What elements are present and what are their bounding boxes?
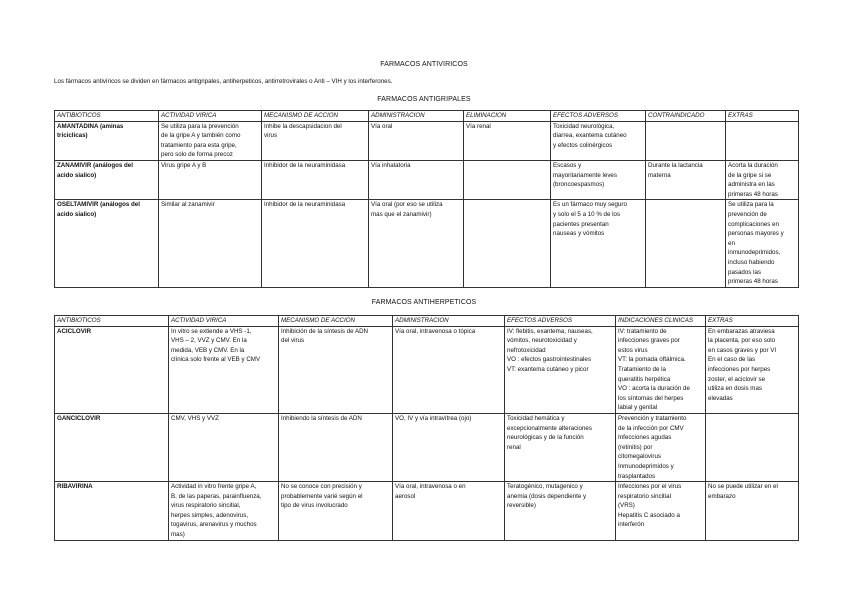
table-cell [551,200,646,287]
column-header: INDICACIONES CLINICAS [616,316,706,327]
cell-text: elevadas [708,394,733,402]
cell-text: RIBAVIRINA [57,483,93,491]
cell-text: probablemente varié según el [281,492,363,500]
cell-text: OSELTAMIVIR (análogos del [57,201,140,209]
cell-text: virus respiratorio sincitial, [171,502,241,510]
cell-text: In vitro se extiende a VHS -1, [171,327,252,335]
table-cell [262,160,369,199]
cell-text: interferón [618,521,645,529]
cell-text: Similar al zanamivir [161,201,215,209]
cell-text: neurológicas y de la función [507,434,584,442]
table-row [55,482,799,541]
cell-text: Inhibiendo la síntesis de ADN [281,414,362,422]
cell-text: Vía oral [371,122,393,130]
cell-text: los síntomas del herpes [618,394,684,402]
table-cell [464,121,551,160]
cell-text: En embarazas atraviesa [708,327,775,335]
cell-text: No se puede utilizar en el [708,483,778,491]
table-cell [393,482,505,541]
cell-text: inmunodeprimidos, [728,249,781,257]
cell-text: Inhibe la descapsidacion del [264,122,342,130]
cell-text: (VRS) [618,502,635,510]
cell-text: En el caso de las [708,356,756,364]
cell-text: togavirus, arenavirus y muchos [171,521,257,529]
cell-text: VT: exantema cutáneo y picor [507,365,589,373]
table-cell [726,121,799,160]
table-cell [159,200,262,287]
table-cell [551,121,646,160]
cell-text: utiliza en dosis mas [708,385,762,393]
cell-text: la placenta, por eso solo [708,337,776,345]
cell-text: de la infección por CMV [618,424,684,432]
cell-text: Actividad in vitro frente gripe A, [171,483,257,491]
drug-name-cell [55,200,159,287]
table-cell [646,160,726,199]
table-cell [505,326,616,413]
cell-text: (broncoespasmos) [553,181,605,189]
antigripales-table [54,110,799,288]
column-header: ANTIBIOTICOS [55,111,159,122]
drug-name-cell [55,121,159,160]
cell-text: embarazo [708,492,736,500]
cell-text: Vía renal [466,122,491,130]
table-cell [369,160,464,199]
table-cell [706,326,799,413]
cell-text: Vía inhalatoria [371,161,411,169]
table-cell [279,413,393,481]
cell-text: Durante la lactancia [648,161,703,169]
cell-text: estos virus [618,346,648,354]
table-cell [159,160,262,199]
table-cell [169,413,279,481]
cell-text: aerosol [395,492,416,500]
cell-text: VO : acorta la duración de [618,385,690,393]
cell-text: prevención de [728,210,767,218]
table-cell [505,413,616,481]
table-cell [464,160,551,199]
cell-text: y efectos colinérgicos [553,141,613,149]
column-header: EFECTOS ADVERSOS [551,111,646,122]
drug-name-cell [55,482,169,541]
cell-text: vómitos, neurotoxicidad y [507,337,577,345]
cell-text: acido sialico) [57,171,97,179]
table-cell [706,482,799,541]
cell-text: virus [264,132,278,140]
cell-text: personas mayores y [728,230,784,238]
cell-text: VT: la pomada oftálmica. [618,356,686,364]
cell-text: reversible) [507,502,536,510]
cell-text: pero solo de forma precoz [161,151,233,159]
cell-text: mayoritariamente leves [553,171,617,179]
cell-text: Virus gripe A y B [161,161,207,169]
cell-text: materna [648,171,671,179]
drug-name-cell [55,160,159,199]
column-header: ANTIBIOTICOS [55,316,169,327]
cell-text: y solo el 5 a 10 % de los [553,210,621,218]
cell-text: herpes simples, adenovirus, [171,511,249,519]
cell-text: mas) [171,531,185,539]
table-cell [726,160,799,199]
cell-text: Inhibición de la síntesis de ADN [281,327,369,335]
cell-text: diarrea, exantema cutáneo [553,132,627,140]
cell-text: excepcionalmente alteraciones [507,424,592,432]
table-cell [169,326,279,413]
cell-text: IV: flebitis, exantema, nauseas, [507,327,593,335]
cell-text: mas que el zanamivir) [371,210,432,218]
cell-text: en [728,239,735,247]
column-header: ACTIVIDAD VIRICA [169,316,279,327]
cell-text: Infecciones agudas [618,434,672,442]
cell-text: No se conoce con precisión y [281,483,362,491]
antigripales-title: FARMACOS ANTIGRIPALES [377,96,471,103]
intro-paragraph: Los fármacos antivíricos se dividen en fármacos antigripales, antiherpeticos, antirretrovirales o Anti – VIH y los interferones. [54,78,393,85]
table-cell [369,200,464,287]
cell-text: ACICLOVIR [57,327,92,335]
column-header: ELIMINACION [464,111,551,122]
cell-text: Tratamiento de la [618,365,666,373]
column-header: MECANISMO DE ACCION [279,316,393,327]
cell-text: Vía oral (por eso se utiliza [371,201,443,209]
cell-text: complicaciones en [728,220,779,228]
cell-text: Toxicidad neurológica, [553,122,615,130]
table-cell [464,200,551,287]
cell-text: zoster, el aciclovir se [708,375,766,383]
cell-text: nefrotoxicidad [507,346,546,354]
table-cell [551,160,646,199]
table-header-row [55,111,799,122]
antiherpeticos-table [54,315,799,541]
cell-text: Vía oral, intravenosa o tópica [395,327,476,335]
cell-text: Hepatitis C asociado a [618,511,680,519]
cell-text: medida, VEB y CMV. En la [171,346,245,354]
main-title: FARMACOS ANTIVIRICOS [380,61,468,68]
cell-text: anemia (dosis dependiente y [507,492,587,500]
cell-text: Inhibidor de la neuraminidasa [264,161,346,169]
cell-text: clínica solo frente al VEB y CMV [171,356,261,364]
table-cell [616,413,706,481]
cell-text: nauseas y vómitos [553,230,605,238]
column-header: EFECTOS ADVERSOS [505,316,616,327]
cell-text: ZANAMIVIR (análogos del [57,161,133,169]
cell-text: Toxicidad hemática y [507,414,565,422]
antiherpeticos-title: FARMACOS ANTIHERPETICOS [371,299,477,306]
cell-text: del virus [281,337,305,345]
table-cell [262,121,369,160]
column-header: ADMINISTRACION [369,111,464,122]
cell-text: de la gripe si se [728,171,772,179]
cell-text: triciclicas) [57,132,88,140]
cell-text: de la gripe A y también como [161,132,241,140]
table-row [55,413,799,481]
column-header: MECANISMO DE ACCION [262,111,369,122]
table-cell [726,200,799,287]
cell-text: tratamiento para esta gripe, [161,141,237,149]
table-row [55,326,799,413]
table-row [55,121,799,160]
cell-text: Vía oral, intravenosa o en [395,483,466,491]
cell-text: AMANTADINA (aminas [57,122,124,130]
table-cell [279,482,393,541]
drug-name-cell [55,326,169,413]
cell-text: Escasos y [553,161,582,169]
table-cell [279,326,393,413]
cell-text: labial y genital [618,404,658,412]
cell-text: GANCICLOVIR [57,414,101,422]
cell-text: Infecciones por el virus [618,483,682,491]
cell-text: incluso habiendo [728,258,775,266]
table-cell [159,121,262,160]
drug-name-cell [55,413,169,481]
cell-text: administra en las [728,181,775,189]
cell-text: Es un fármaco muy seguro [553,201,627,209]
cell-text: pasados las [728,268,762,276]
table-cell [369,121,464,160]
table-cell [262,200,369,287]
cell-text: primeras 48 horas [728,190,778,198]
cell-text: primeras 48 horas [728,278,778,286]
cell-text: Prevención y tratamiento [618,414,687,422]
table-cell [169,482,279,541]
cell-text: citomegalovirus [618,453,661,461]
cell-text: respiratorio sincitial [618,492,671,500]
column-header: ACTIVIDAD VIRICA [159,111,262,122]
cell-text: VO, IV y vía intravítrea (ojo) [395,414,472,422]
cell-text: en casos graves y por VI [708,346,777,354]
table-cell [393,413,505,481]
cell-text: Inmunodeprimidos y [618,462,674,470]
table-cell [646,121,726,160]
cell-text: infecciones por herpes [708,365,771,373]
cell-text: acido sialico) [57,210,97,218]
cell-text: trasplantados [618,472,656,480]
cell-text: Inhibidor de la neuraminidasa [264,201,346,209]
cell-text: CMV, VHS y VVZ [171,414,219,422]
table-cell [393,326,505,413]
table-row [55,200,799,287]
cell-text: pacientes presentan [553,220,609,228]
table-cell [646,200,726,287]
column-header: CONTRAINDICADO [646,111,726,122]
table-cell [616,482,706,541]
cell-text: tipo de virus involucrado [281,502,348,510]
cell-text: B, de las paperas, parainfluenza, [171,492,262,500]
cell-text: VHS – 2, VVZ y CMV. En la [171,337,247,345]
column-header: ADMINISTRACION [393,316,505,327]
table-cell [706,413,799,481]
table-cell [505,482,616,541]
table-cell [616,326,706,413]
cell-text: infecciones graves por [618,337,680,345]
column-header: EXTRAS [706,316,799,327]
cell-text: (retinitis) por [618,443,653,451]
table-row [55,160,799,199]
cell-text: renal [507,443,521,451]
cell-text: Acorta la duración [728,161,778,169]
cell-text: Se utiliza para la [728,201,774,209]
cell-text: Teratogénico, mutagenico y [507,483,583,491]
cell-text: IV: tratamiento de [618,327,667,335]
cell-text: Se utiliza para la prevención [161,122,239,130]
column-header: EXTRAS [726,111,799,122]
cell-text: VO : efectos gastrointestinales [507,356,591,364]
cell-text: queratitis herpética [618,375,671,383]
table-header-row [55,316,799,327]
